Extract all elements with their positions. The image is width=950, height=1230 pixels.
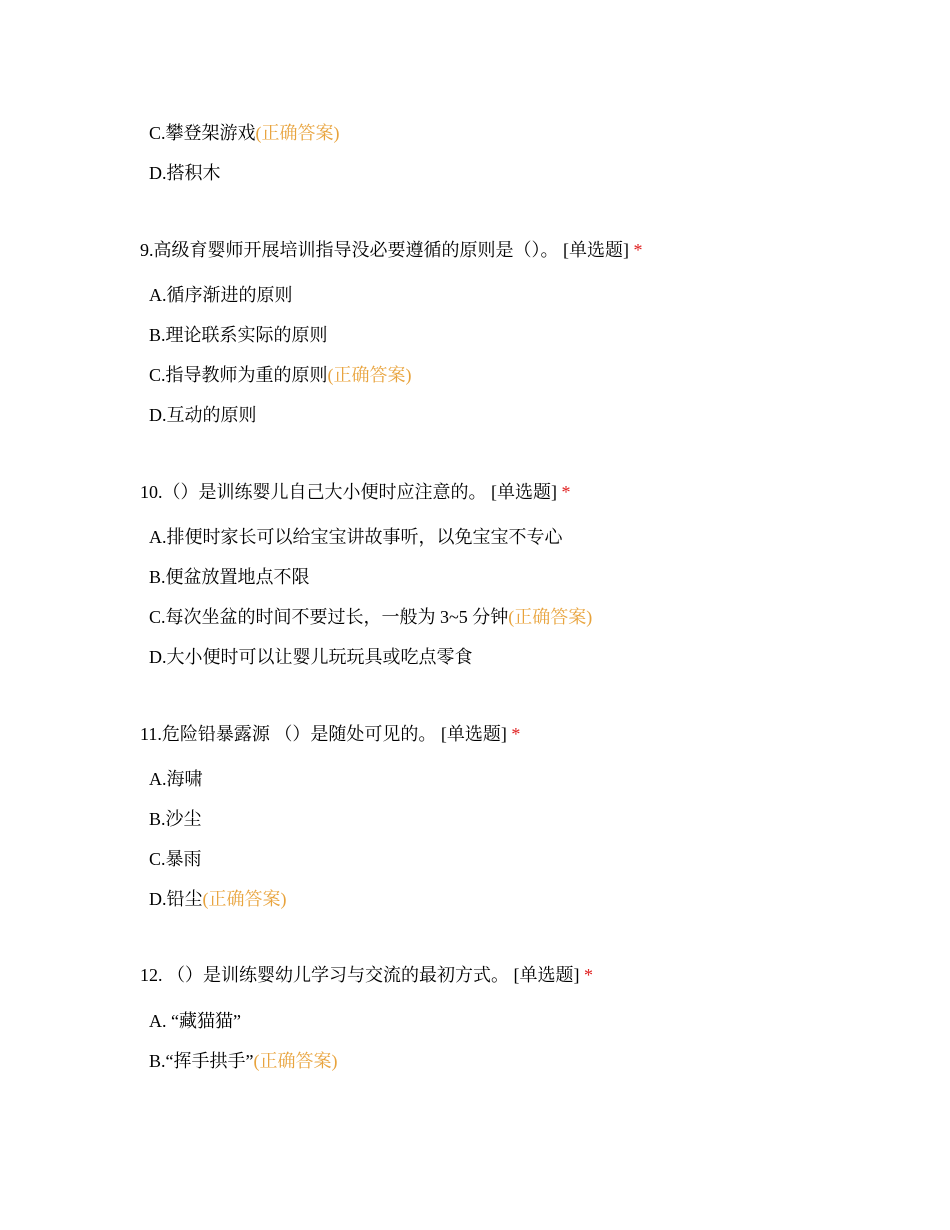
question-type: [单选题]: [563, 240, 629, 260]
option-text: B.“挥手拱手”: [149, 1051, 254, 1071]
option-text: D.互动的原则: [149, 405, 257, 425]
question-text: 12. （）是训练婴幼儿学习与交流的最初方式。: [140, 965, 509, 985]
required-mark: *: [584, 965, 593, 985]
q9-option-d: [149, 403, 257, 427]
question-text: 9.高级育婴师开展培训指导没必要遵循的原则是（）。: [140, 240, 559, 260]
question-type: [单选题]: [440, 724, 507, 744]
option-text: A.海啸: [149, 769, 203, 789]
option-text: A.排便时家长可以给宝宝讲故事听，以免宝宝不专心: [149, 527, 563, 547]
option-text: C.攀登架游戏: [149, 123, 256, 143]
q10-option-b: [149, 565, 310, 589]
q10-title: [140, 480, 571, 504]
q12-option-b: [149, 1049, 337, 1073]
q9-title: [140, 238, 643, 262]
q11-title: [140, 722, 520, 746]
q10-option-c: [149, 605, 592, 629]
correct-answer-tag: (正确答案): [327, 365, 412, 385]
correct-answer-tag: (正确答案): [508, 607, 593, 627]
q9-option-c: [149, 363, 412, 387]
option-text: C.每次坐盆的时间不要过长，一般为 3~5 分钟: [149, 607, 509, 627]
question-text: 11.危险铅暴露源 （）是随处可见的。: [140, 724, 437, 744]
q11-option-b: [149, 807, 202, 831]
option-text: D.搭积木: [149, 163, 221, 183]
q8-option-c: [149, 121, 340, 145]
q11-option-d: [149, 887, 287, 911]
option-text: B.便盆放置地点不限: [149, 567, 310, 587]
required-mark: *: [511, 724, 521, 744]
correct-answer-tag: (正确答案): [202, 889, 287, 909]
option-text: C.指导教师为重的原则: [149, 365, 328, 385]
q11-option-a: [149, 767, 203, 791]
q9-option-a: [149, 283, 293, 307]
correct-answer-tag: (正确答案): [255, 123, 340, 143]
question-text: 10.（）是训练婴儿自己大小便时应注意的。: [140, 482, 487, 502]
option-text: D.大小便时可以让婴儿玩玩具或吃点零食: [149, 647, 473, 667]
question-type: [单选题]: [513, 965, 580, 985]
q10-option-a: [149, 525, 563, 549]
option-text: A. “藏猫猫”: [149, 1011, 241, 1031]
q12-title: [140, 963, 593, 987]
q10-option-d: [149, 645, 473, 669]
q11-option-c: [149, 847, 202, 871]
required-mark: *: [633, 240, 643, 260]
option-text: C.暴雨: [149, 849, 202, 869]
q9-option-b: [149, 323, 328, 347]
option-text: B.理论联系实际的原则: [149, 325, 328, 345]
question-type: [单选题]: [491, 482, 557, 502]
option-text: D.铅尘: [149, 889, 203, 909]
q8-option-d: [149, 161, 221, 185]
q12-option-a: [149, 1009, 241, 1033]
correct-answer-tag: (正确答案): [253, 1051, 338, 1071]
option-text: A.循序渐进的原则: [149, 285, 293, 305]
option-text: B.沙尘: [149, 809, 202, 829]
required-mark: *: [561, 482, 571, 502]
